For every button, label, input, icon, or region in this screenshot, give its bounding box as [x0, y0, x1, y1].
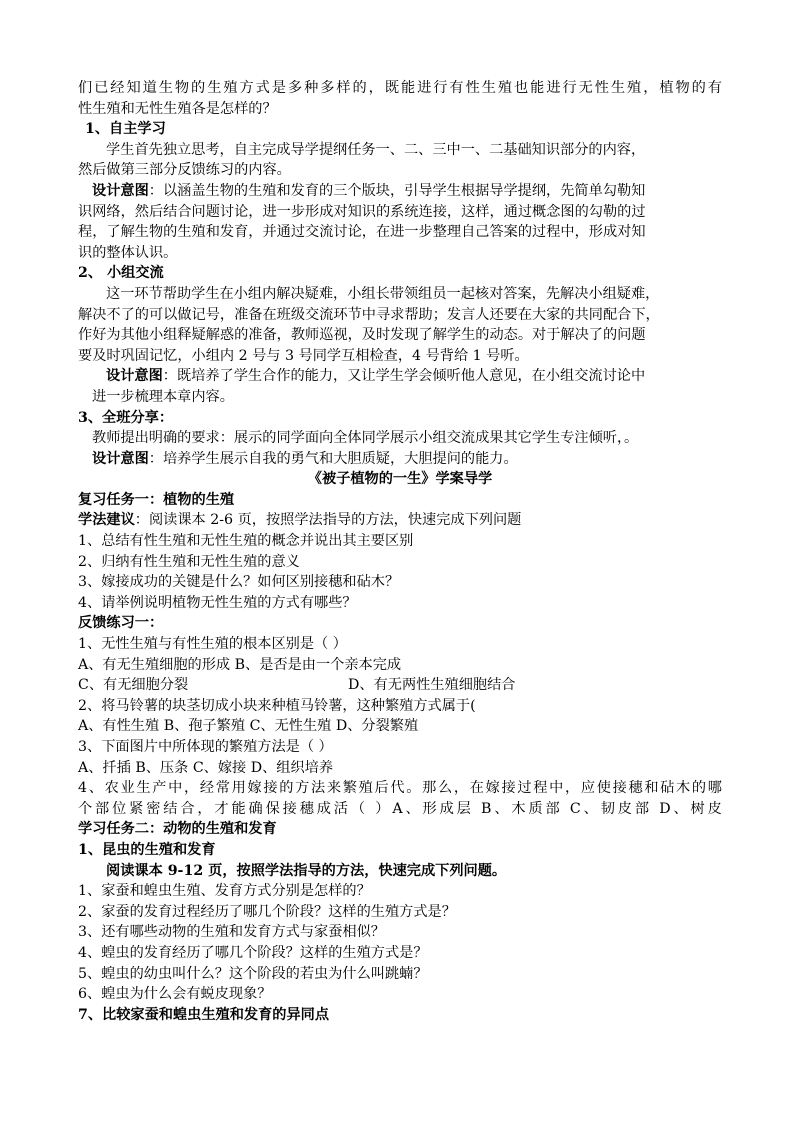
design-intent-label: 设计意图 [106, 368, 163, 385]
section-heading: 2、 小组交流 [78, 265, 164, 282]
section-heading [78, 408, 722, 429]
question: 4、蝗虫的发育经历了哪几个阶段？这样的生殖方式是？ [78, 944, 428, 961]
design-intent-label: 设计意图 [92, 182, 149, 199]
paragraph: 识的整体认识。 [78, 244, 178, 261]
question: 2、归纳有性生殖和无性生殖的意义 [78, 553, 300, 570]
paragraph: 然后做第三部分反馈练习的内容。 [78, 162, 291, 179]
exercise: 3、下面图片中所体现的繁殖方法是（ ） [78, 739, 333, 755]
question: 6、蝗虫为什么会有蜕皮现象？ [78, 986, 272, 1003]
section-heading-text: 3、全班分享 [78, 409, 159, 426]
exercise-options: A、有无生殖细胞的形成 B、是否是由一个亲本完成 [78, 656, 402, 673]
design-intent-text: ：培养学生展示自我的勇气和大胆质疑，大胆提问的能力。 [148, 450, 518, 467]
design-intent [78, 181, 722, 202]
paragraph: 识网络，然后结合问题讨论，进一步形成对知识的系统连接，这样，通过概念图的勾勒的过 [78, 203, 646, 220]
paragraph: 进一步梳理本章内容。 [92, 388, 234, 405]
subsection-heading: 7、比较家蚕和蝗虫生殖和发育的异同点 [78, 1006, 330, 1023]
design-intent [78, 449, 722, 470]
question: 2、家蚕的发育过程经历了哪几个阶段？这样的生殖方式是？ [78, 903, 456, 920]
paragraph: 程，了解生物的生殖和发育，并通过交流讨论，在进一步整理自己答案的过程中，形成对知 [78, 224, 646, 241]
section-heading: 1、自主学习 [85, 121, 166, 138]
design-intent-text: ：以涵盖生物的生殖和发育的三个版块，引导学生根据导学提纲，先简单勾勒知 [148, 182, 646, 199]
paragraph: 要及时巩固记忆，小组内 2 号与 3 号同学互相检查，4 号背给 1 号听。 [78, 347, 529, 364]
question: 5、蝗虫的幼虫叫什么？这个阶段的若虫为什么叫跳蝻？ [78, 965, 428, 982]
feedback-heading: 反馈练习一： [78, 615, 164, 632]
option-c: C、有无细胞分裂 [78, 677, 189, 694]
paragraph: 学生首先独立思考，自主完成导学提纲任务一、二、三中一、二基础知识部分的内容， [106, 141, 646, 158]
method-suggestion [78, 510, 722, 531]
exercise-options: A、扦插 B、压条 C、嫁接 D、组织培养 [78, 759, 334, 776]
design-intent-text: ：既培养了学生合作的能力，又让学生学会倾听他人意见，在小组交流讨论中 [162, 368, 646, 385]
intro-line: 们已经知道生物的生殖方式是多种多样的，既能进行有性生殖也能进行无性生殖，植物的有 [78, 80, 722, 96]
design-intent [78, 366, 722, 387]
paragraph: 这一环节帮助学生在小组内解决疑难，小组长带领组员一起核对答案，先解决小组疑难， [106, 285, 660, 302]
question: 4、请举例说明植物无性生殖的方式有哪些？ [78, 594, 357, 611]
question: 1、总结有性生殖和无性生殖的概念并说出其主要区别 [78, 533, 414, 550]
method-text: ：阅读课本 2-6 页，按照学法指导的方法，快速完成下列问题 [134, 512, 522, 529]
intro-line: 性生殖和无性生殖各是怎样的？ [78, 100, 277, 117]
paragraph: 教师提出明确的要求：展示的同学面向全体同学展示小组交流成果其它学生专注倾听，。 [92, 430, 639, 447]
section-heading-colon: ： [158, 409, 174, 426]
exercise-options [78, 675, 722, 696]
task-heading: 复习任务一：植物的生殖 [78, 491, 235, 508]
guide-title: 《被子植物的一生》学案导学 [307, 471, 493, 488]
paragraph: 作好为其他小组释疑解惑的准备，教师巡视，及时发现了解学生的动态。对于解决了的问题 [78, 327, 646, 344]
exercise: 1、无性生殖与有性生殖的根本区别是（ ） [78, 636, 347, 653]
paragraph: 解决不了的可以做记号，准备在班级交流环节中寻求帮助；发言人还要在大家的共同配合下， [78, 306, 660, 323]
document-page [78, 78, 722, 1025]
exercise: 4、农业生产中，经常用嫁接的方法来繁殖后代。那么，在嫁接过程中，应使接穗和砧木的哪 [78, 780, 722, 797]
exercise: 2、将马铃薯的块茎切成小块来种植马铃薯，这种繁殖方式属于( [78, 697, 476, 714]
design-intent-label: 设计意图 [92, 450, 149, 467]
exercise-options: A、有性生殖 B、孢子繁殖 C、无性生殖 D、分裂繁殖 [78, 718, 419, 735]
exercise: 个部位紧密结合，才能确保接穗成活（ ）A、形成层 B、木质部 C、韧皮部 D、树皮 [78, 800, 722, 817]
question: 1、家蚕和蝗虫生殖、发育方式分别是怎样的？ [78, 883, 371, 900]
method-suggestion: 阅读课本 9-12 页，按照学法指导的方法，快速完成下列问题。 [106, 862, 507, 879]
subsection-heading: 1、昆虫的生殖和发育 [78, 841, 216, 858]
question: 3、嫁接成功的关键是什么？如何区别接穗和砧木？ [78, 574, 400, 591]
question: 3、还有哪些动物的生殖和发育方式与家蚕相似？ [78, 924, 385, 941]
method-label: 学法建议 [78, 512, 135, 529]
task-heading: 学习任务二：动物的生殖和发育 [78, 821, 277, 838]
option-d: D、有无两性生殖细胞结合 [348, 677, 516, 694]
